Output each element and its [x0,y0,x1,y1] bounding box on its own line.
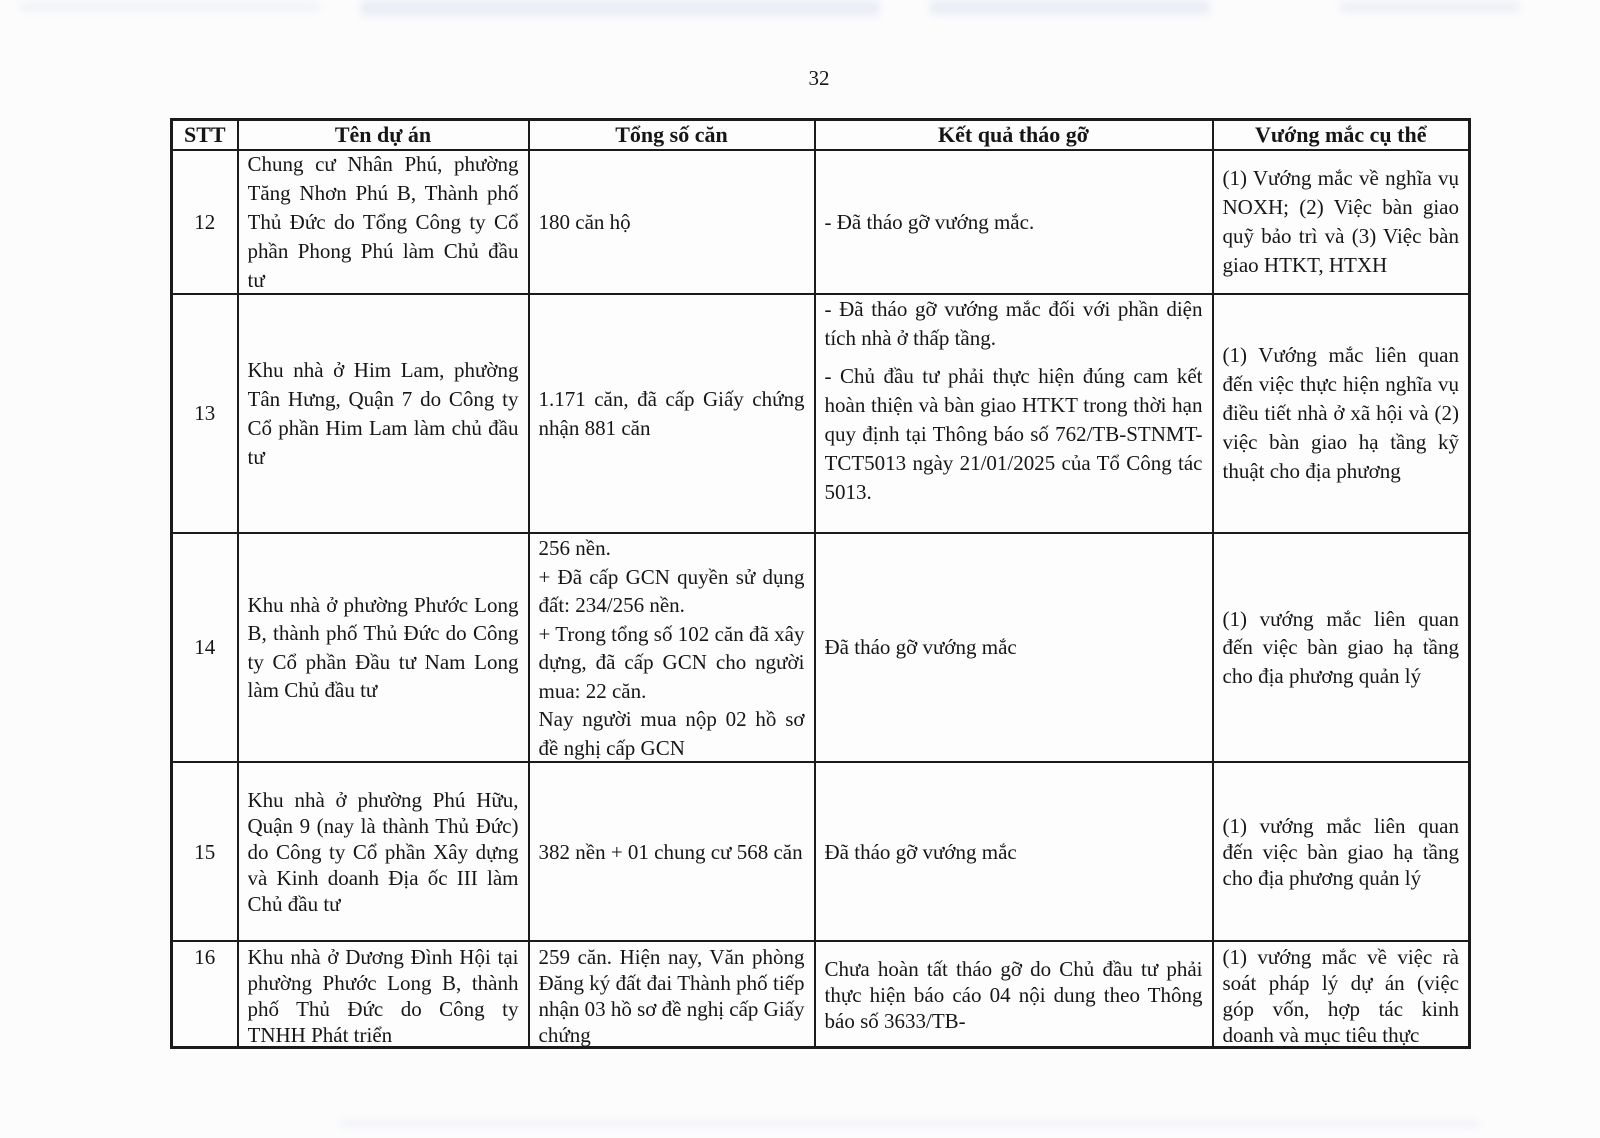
stt-cell [172,533,238,762]
table-row [172,533,1470,762]
resolution-result: Đã tháo gỡ vướng mắc [824,839,1017,864]
resolution-result-cell [815,762,1213,941]
row-index: 16 [194,945,216,969]
projects-table [170,118,1471,1049]
resolution-result: - Chủ đầu tư phải thực hiện đúng cam kết hoàn thiện và bàn giao HTKT trong thời hạn quy định tại Thông báo số 762/TB-STNMT-TCT5013 ngày 21/01/2025 của Tổ Công tác 5013. [824,364,1203,504]
project-name: Khu nhà ở phường Phú Hữu, Quận 9 (nay là thành Thủ Đức) do Công ty Cổ phần Xây dựng và Kinh doanh Địa ốc III làm Chủ đầu tư [247,787,519,916]
project-name-cell [238,762,529,941]
specific-issues-cell [1213,533,1470,762]
table-row [172,941,1470,1048]
column-header-stt: STT [172,120,238,151]
resolution-result: Chưa hoàn tất tháo gỡ do Chủ đầu tư phải thực hiện báo cáo 04 nội dung theo Thông báo số 3633/TB- [824,957,1203,1033]
table-row [172,150,1470,294]
total-units: + Trong tổng số 102 căn đã xây dựng, đã cấp GCN cho người mua: 22 căn. [538,621,805,703]
specific-issues-cell [1213,941,1470,1048]
total-units-cell [529,941,815,1048]
specific-issues: (1) vướng mắc liên quan đến việc bàn giao hạ tầng cho địa phương quản lý [1222,606,1459,688]
resolution-result: Đã tháo gỡ vướng mắc [824,635,1017,660]
stt-cell [172,762,238,941]
scan-artifact-top [360,0,880,16]
total-units-cell [529,762,815,941]
total-units-cell [529,533,815,762]
total-units: 256 nền. [538,536,611,560]
specific-issues: (1) Vướng mắc về nghĩa vụ NOXH; (2) Việc bàn giao quỹ bảo trì và (3) Việc bàn giao HTKT, HTXH [1222,166,1459,277]
total-units: + Đã cấp GCN quyền sử dụng đất: 234/256 nền. [538,564,805,617]
total-units-cell [529,150,815,294]
stt-cell [172,294,238,533]
column-header-issues: Vướng mắc cụ thể [1213,120,1470,151]
project-name: Khu nhà ở Dương Đình Hội tại phường Phước Long B, thành phố Thủ Đức do Công ty TNHH Phát triển [247,945,519,1046]
specific-issues-cell [1213,150,1470,294]
scan-artifact-bottom [340,1120,1480,1127]
project-name: Chung cư Nhân Phú, phường Tăng Nhơn Phú B, Thành phố Thủ Đức do Tổng Công ty Cổ phần Phong Phú làm Chủ đầu tư [247,151,519,292]
stt-cell [172,150,238,294]
total-units: 382 nền + 01 chung cư 568 căn [538,839,803,864]
specific-issues: (1) Vướng mắc liên quan đến việc thực hiện nghĩa vụ điều tiết nhà ở xã hội và (2) việc bàn giao hạ tầng kỹ thuật cho địa phương [1222,343,1459,483]
resolution-result-cell [815,294,1213,533]
table-row [172,762,1470,941]
specific-issues-cell [1213,294,1470,533]
resolution-result: - Đã tháo gỡ vướng mắc đối với phần diện tích nhà ở thấp tầng. [824,297,1203,350]
column-header-result: Kết quả tháo gỡ [815,120,1213,151]
row-index: 13 [194,401,216,425]
table-row [172,294,1470,533]
scan-artifact-top [20,2,320,12]
project-name-cell [238,941,529,1048]
column-header-project: Tên dự án [238,120,529,151]
row-index: 15 [194,839,216,864]
total-units: 259 căn. Hiện nay, Văn phòng Đăng ký đất đai Thành phố tiếp nhận 03 hồ sơ đề nghị cấp Giấy chứng [538,945,805,1046]
total-units: Nay người mua nộp 02 hồ sơ đề nghị cấp GCN [538,707,805,760]
scan-artifact-top [1340,1,1520,13]
project-name: Khu nhà ở phường Phước Long B, thành phố Thủ Đức do Công ty Cổ phần Đầu tư Nam Long làm Chủ đầu tư [247,592,519,702]
specific-issues: (1) vướng mắc liên quan đến việc bàn giao hạ tầng cho địa phương quản lý [1222,813,1459,890]
row-index: 14 [194,635,216,660]
resolution-result-cell [815,941,1213,1048]
total-units: 180 căn hộ [538,209,631,234]
project-name-cell [238,294,529,533]
row-index: 12 [194,209,216,234]
resolution-result-cell [815,150,1213,294]
header-row [172,120,1470,151]
page-number: 32 [808,66,830,90]
stt-cell [172,941,238,1048]
project-name: Khu nhà ở Him Lam, phường Tân Hưng, Quận 7 do Công ty Cổ phần Him Lam làm chủ đầu tư [247,357,519,469]
project-name-cell [238,533,529,762]
total-units-cell [529,294,815,533]
specific-issues: (1) vướng mắc về việc rà soát pháp lý dự án (việc góp vốn, hợp tác kinh doanh và mục tiêu thực [1222,945,1459,1046]
scan-artifact-top [930,0,1210,15]
specific-issues-cell [1213,762,1470,941]
total-units: 1.171 căn, đã cấp Giấy chứng nhận 881 căn [538,386,805,440]
column-header-units: Tổng số căn [529,120,815,151]
resolution-result-cell [815,533,1213,762]
project-name-cell [238,150,529,294]
resolution-result: - Đã tháo gỡ vướng mắc. [824,209,1035,234]
